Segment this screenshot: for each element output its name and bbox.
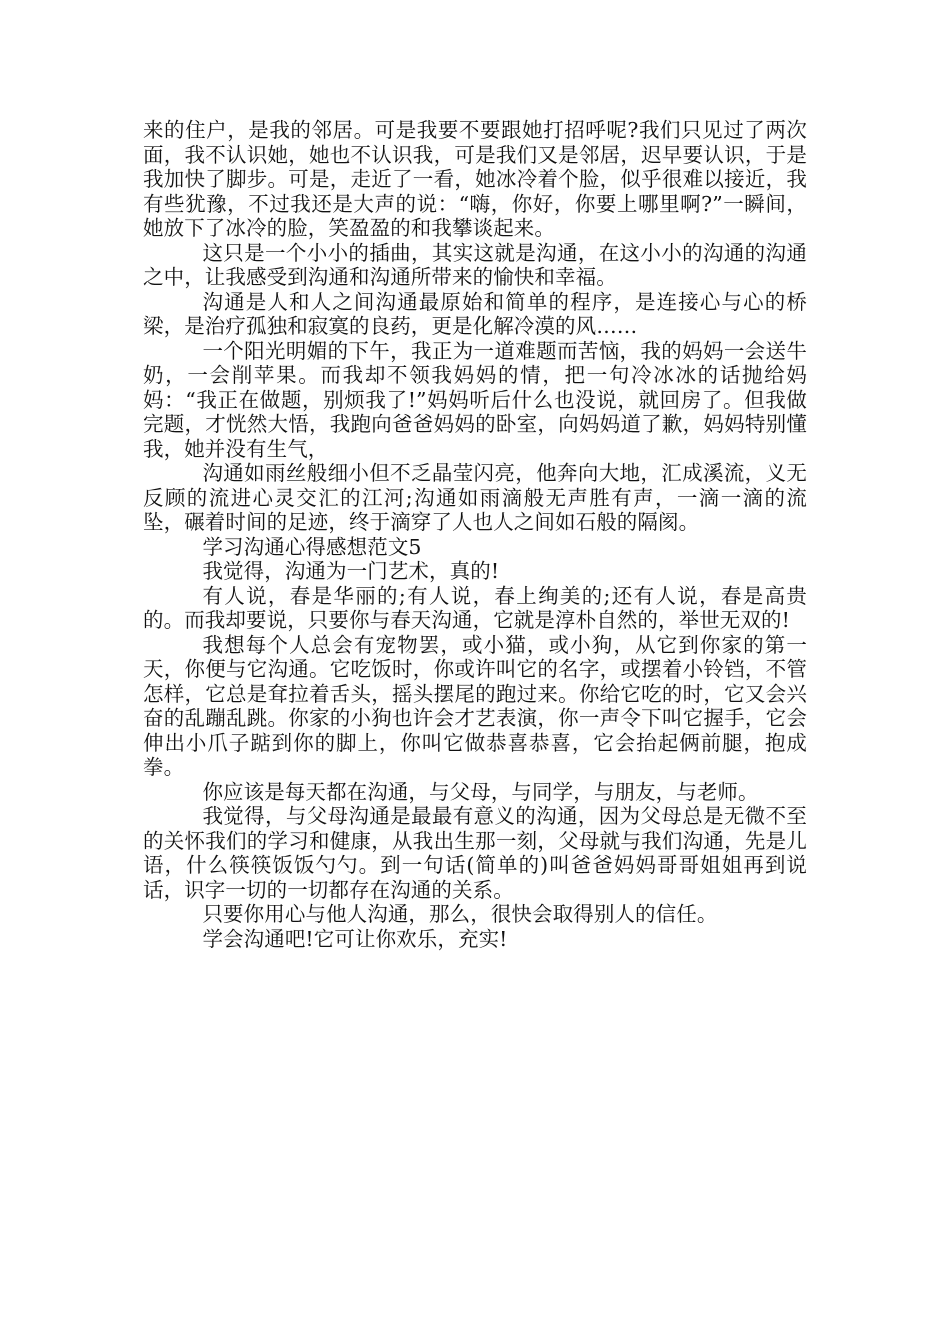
paragraph-2: 这只是一个小小的插曲，其实这就是沟通，在这小小的沟通的沟通之中，让我感受到沟通和沟通所带来的愉快和幸福。: [143, 240, 807, 289]
paragraph-11: 我觉得，与父母沟通是最最有意义的沟通，因为父母总是无微不至的关怀我们的学习和健康，从我出生那一刻，父母就与我们沟通，先是儿语，什么筷筷饭饭勺勺。到一句话(简单的)叫爸爸妈妈哥哥姐姐再到说话，识字一切的一切都存在沟通的关系。: [143, 804, 807, 902]
paragraph-7: 我觉得，沟通为一门艺术，真的!: [202, 559, 500, 583]
document-body: [143, 118, 807, 951]
paragraph-9: 我想每个人总会有宠物罢，或小猫，或小狗，从它到你家的第一天，你便与它沟通。它吃饭时，你或许叫它的名字，或摆着小铃铛，不管怎样，它总是耷拉着舌头，摇头摆尾的跑过来。你给它吃的时，它又会兴奋的乱蹦乱跳。你家的小狗也许会才艺表演，你一声令下叫它握手，它会伸出小爪子踮到你的脚上，你叫它做恭喜恭喜，它会抬起俩前腿，抱成拳。: [143, 632, 807, 779]
paragraph-3: 沟通是人和人之间沟通最原始和简单的程序，是连接心与心的桥梁，是治疗孤独和寂寞的良药，更是化解冷漠的风……: [143, 289, 807, 338]
paragraph-12: 只要你用心与他人沟通，那么，很快会取得别人的信任。: [202, 902, 718, 926]
paragraph-13: 学会沟通吧!它可让你欢乐，充实!: [202, 926, 508, 951]
paragraph-8: 有人说，春是华丽的;有人说，春上绚美的;还有人说，春是高贵的。而我却要说，只要你与春天沟通，它就是淳朴自然的，举世无双的!: [143, 583, 807, 632]
paragraph-10: 你应该是每天都在沟通，与父母，与同学，与朋友，与老师。: [202, 779, 759, 804]
paragraph-1: 来的住户，是我的邻居。可是我要不要跟她打招呼呢?我们只见过了两次面，我不认识她，她也不认识我，可是我们又是邻居，迟早要认识，于是我加快了脚步。可是，走近了一看，她冰冷着个脸，似乎很难以接近，我有些犹豫，不过我还是大声的说：“嗨，你好，你要上哪里啊?”一瞬间，她放下了冰冷的脸，笑盈盈的和我攀谈起来。: [143, 118, 807, 240]
section-heading: 学习沟通心得感想范文5: [202, 534, 422, 559]
paragraph-5: 沟通如雨丝般细小但不乏晶莹闪亮，他奔向大地，汇成溪流，义无反顾的流进心灵交汇的江河;沟通如雨滴般无声胜有声，一滴一滴的流坠，碾着时间的足迹，终于滴穿了人也人之间如石般的隔阂。: [143, 461, 807, 534]
paragraph-4: 一个阳光明媚的下午，我正为一道难题而苦恼，我的妈妈一会送牛奶，一会削苹果。而我却不领我妈妈的情，把一句冷冰冰的话抛给妈妈：“我正在做题，别烦我了!”妈妈听后什么也没说，就回房了。但我做完题，才恍然大悟，我跑向爸爸妈妈的卧室，向妈妈道了歉，妈妈特别懂我，她并没有生气，: [143, 338, 807, 461]
